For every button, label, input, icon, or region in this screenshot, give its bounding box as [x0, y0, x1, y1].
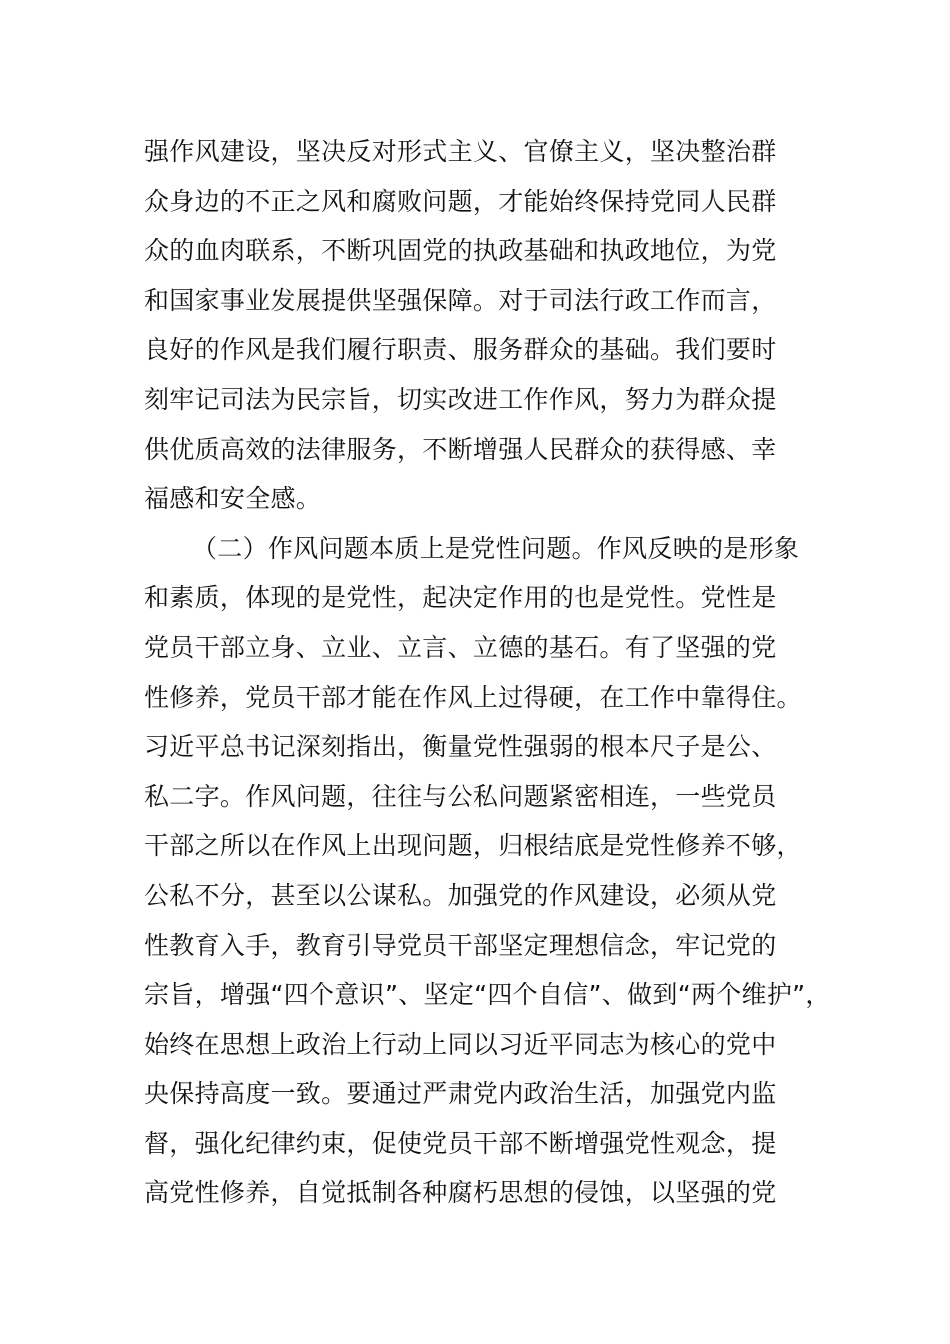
- text-line: 宗旨，增强“四个意识”、坚定“四个自信”、做到“两个维护”，: [144, 980, 831, 1010]
- text-line: 众身边的不正之风和腐败问题，才能始终保持党同人民群: [144, 186, 777, 216]
- text-line: 始终在思想上政治上行动上同以习近平同志为核心的党中: [144, 1029, 777, 1059]
- text-line: 良好的作风是我们履行职责、服务群众的基础。我们要时: [144, 335, 777, 365]
- text-line: 强作风建设，坚决反对形式主义、官僚主义，坚决整治群: [144, 137, 777, 166]
- text-line: 性教育入手，教育引导党员干部坚定理想信念，牢记党的: [144, 930, 777, 960]
- text-line: 和国家事业发展提供坚强保障。对于司法行政工作而言，: [144, 285, 777, 315]
- text-line: 众的血肉联系，不断巩固党的执政基础和执政地位，为党: [144, 236, 777, 266]
- text-line: 福感和安全感。: [144, 484, 322, 514]
- text-line: 供优质高效的法律服务，不断增强人民群众的获得感、幸: [144, 434, 777, 464]
- paragraph-2: [144, 524, 831, 1218]
- text-line: 央保持高度一致。要通过严肃党内政治生活，加强党内监: [144, 1079, 777, 1109]
- text-line: 和素质，体现的是党性，起决定作用的也是党性。党性是: [144, 583, 777, 613]
- text-line: 高党性修养，自觉抵制各种腐朽思想的侵蚀，以坚强的党: [144, 1178, 777, 1208]
- text-line: 性修养，党员干部才能在作风上过得硬，在工作中靠得住。: [144, 682, 802, 712]
- paragraph-1: [144, 127, 814, 524]
- text-line: 督，强化纪律约束，促使党员干部不断增强党性观念，提: [144, 1128, 777, 1158]
- text-line: 刻牢记司法为民宗旨，切实改进工作作风，努力为群众提: [144, 384, 777, 414]
- text-line: 干部之所以在作风上出现问题，归根结底是党性修养不够，: [144, 831, 802, 861]
- text-line: 私二字。作风问题，往往与公私问题紧密相连，一些党员: [144, 781, 777, 811]
- document-body: [144, 127, 831, 1218]
- text-line: 公私不分，甚至以公谋私。加强党的作风建设，必须从党: [144, 880, 777, 910]
- text-line: 党员干部立身、立业、立言、立德的基石。有了坚强的党: [144, 632, 777, 662]
- text-line: 习近平总书记深刻指出，衡量党性强弱的根本尺子是公、: [144, 732, 777, 762]
- text-line: （二）作风问题本质上是党性问题。作风反映的是形象: [192, 533, 800, 563]
